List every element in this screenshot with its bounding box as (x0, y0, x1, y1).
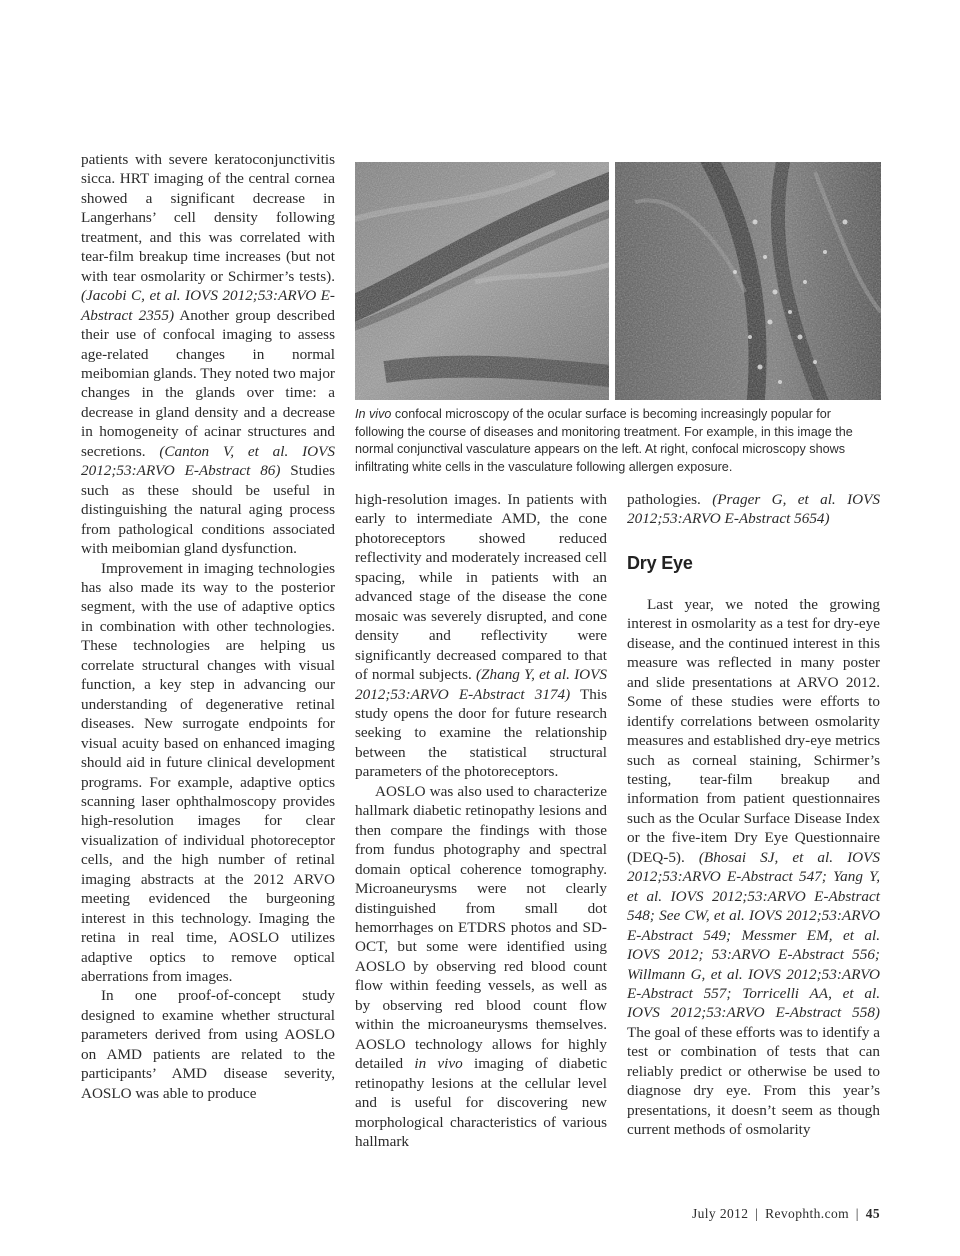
text-column-3 (627, 490, 880, 1140)
confocal-image-white-cell-infiltration (615, 162, 881, 400)
website-link[interactable]: Revophth.com (765, 1206, 850, 1221)
body-text: AOSLO was also used to characterize hallmark diabetic retinopathy lesions and then compare the findings with those from fundus photography and spectral domain optical coherence tomography. Microaneurysms were not clearly distinguished from small dot hemorrhages on ETDRS photos and SD-OCT, but some were identified using AOSLO by observing red blood count flow within feeding vessels, as well as by observing red blood count flow within the microaneurysms themselves. AOSLO technology allows for highly detailed (355, 782, 607, 1073)
body-text: Last year, we noted the growing interest in osmolarity as a test for dry-eye disease, and the continued interest in this measure was reflected in many poster and slide presentations at ARVO 2012. Some of these studies were efforts to identify correlations between osmolarity measures and established dry-eye metrics such as corneal staining, Schirmer’s testing, tear-film breakup and information from patient questionnaires such as the Ocular Surface Disease Index or the five-item Dry Eye Questionnaire (DEQ-5). (627, 595, 880, 866)
paragraph: Improvement in imaging technologies has also made its way to the posterior segment, with the use of adaptive optics in combination with other technologies. These technologies are helping us correlate structural changes with visual function, a key step in advancing our understanding of degenerative retinal diseases. New surrogate endpoints for visual acuity based on enhanced imaging should aid in future clinical development programs. For example, adaptive optics scanning laser ophthalmoscopy provides high-resolution images for clear visualization of individual photoreceptor cells, and the high number of retinal imaging abstracts at the 2012 ARVO meeting evidenced the burgeoning interest in this technology. Imaging the retina in real time, AOSLO utilizes adaptive optics to remove optical aberrations from images. (81, 559, 335, 986)
footer-separator: | (855, 1206, 859, 1221)
text-column-2 (355, 490, 607, 1151)
paragraph (627, 490, 880, 529)
section-heading-dry-eye: Dry Eye (627, 552, 693, 573)
confocal-image-normal-vasculature (355, 162, 609, 400)
citation: (Canton V, et al. IOVS 2012;53:ARVO E-Abstract 86) (81, 442, 335, 480)
body-text: high-resolution images. In patients with early to intermediate AMD, the cone photoreceptors showed reduced reflectivity and moderately increased cell spacing, while in patients with an advanced stage of the disease the cone mosaic was severely disrupted, and cone density and reflectivity were significantly decreased compared to that of normal subjects. (355, 491, 607, 684)
italic-term: in vivo (414, 1055, 463, 1073)
body-text: imaging of diabetic retinopathy lesions at the cellular level and is useful for discovering new morphological characteristics of various hallmark (355, 1055, 608, 1150)
page-footer (600, 1206, 880, 1222)
body-text: Another group described their use of confocal imaging to assess age-related changes in normal meibomian glands. They noted two major changes in the glands over time: a decrease in gland density and a decrease in homogeneity of acinar structures and secretions. (81, 306, 335, 460)
figure-confocal-images (355, 162, 881, 400)
caption-text: confocal microscopy of the ocular surface is becoming increasingly popular for following the course of diseases and monitoring treatment. For example, in this image the normal conjunctival vasculature appears on the left. At right, confocal microscopy shows infiltrating white cells in the vasculature following allergen exposure. (355, 407, 853, 474)
issue-date: July 2012 (691, 1206, 749, 1221)
paragraph (627, 595, 880, 1140)
paragraph (355, 782, 607, 1152)
paragraph (81, 150, 335, 559)
paragraph: In one proof-of-concept study designed to examine whether structural parameters derived from using AOSLO on AMD patients are related to the participants’ AMD disease severity, AOSLO was able to produce (81, 987, 335, 1102)
body-text: Studies such as these should be useful in distinguishing the natural aging process from pathological conditions associated with meibomian gland dysfunction. (81, 462, 336, 558)
caption-italic: In vivo (355, 407, 392, 421)
page-number: 45 (865, 1206, 880, 1221)
footer-separator: | (755, 1206, 759, 1221)
citation: (Prager G, et al. IOVS 2012;53:ARVO E-Abstract 5654) (627, 491, 880, 528)
body-text: pathologies. (627, 491, 713, 508)
body-text: This study opens the door for future research seeking to examine the relationship between the statistical structural parameters of the photoreceptors. (355, 685, 607, 781)
text-column-1 (81, 150, 335, 1103)
figure-caption (355, 406, 881, 476)
citation: (Jacobi C, et al. IOVS 2012;53:ARVO E-Abstract 2355) (81, 287, 335, 324)
body-text: The goal of these efforts was to identify a test or combination of tests that can reliably predict or otherwise be used to diagnose dry eye. From this year’s presentations, it doesn’t seem as though current methods of osmolarity (627, 1023, 880, 1139)
citation: (Zhang Y, et al. IOVS 2012;53:ARVO E-Abstract 3174) (355, 666, 607, 703)
citation: (Bhosai SJ, et al. IOVS 2012;53:ARVO E-Abstract 547; Yang Y, et al. IOVS 2012;53:ARVO E-Abstract 548; See CW, et al. IOVS 2012;53:ARVO E-Abstract 549; Messmer EM, et al. IOVS 2012; 53:ARVO E-Abstract 556; Willmann G, et al. IOVS 2012;53:ARVO E-Abstract 557; Torricelli AA, et al. IOVS 2012;53:ARVO E-Abstract 558) (627, 848, 880, 1022)
paragraph (355, 490, 607, 782)
body-text: patients with severe keratoconjunctivitis sicca. HRT imaging of the central cornea showed a significant decrease in Langerhans’ cell density following treatment, and this was correlated with tear-film breakup time increases (but not with tear osmolarity or Schirmer’s tests). (81, 151, 335, 285)
